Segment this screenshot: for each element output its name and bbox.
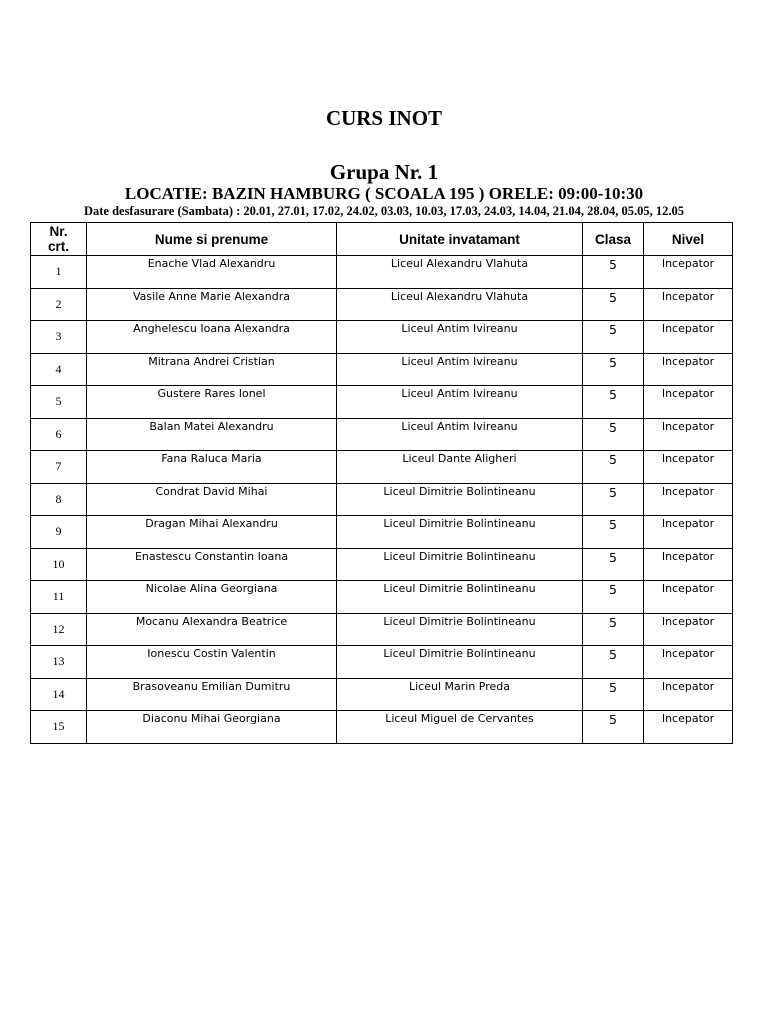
cell-level: Incepator: [644, 678, 733, 711]
cell-school: Liceul Antim Ivireanu: [337, 418, 583, 451]
cell-name: Fana Raluca Maria: [87, 451, 337, 484]
cell-class: 5: [583, 516, 644, 549]
cell-name: Enastescu Constantin Ioana: [87, 548, 337, 581]
cell-level: Incepator: [644, 516, 733, 549]
cell-school: Liceul Dimitrie Bolintineanu: [337, 548, 583, 581]
table-row: [31, 451, 733, 484]
cell-school: Liceul Antim Ivireanu: [337, 353, 583, 386]
table-row: [31, 646, 733, 679]
cell-school: Liceul Alexandru Vlahuta: [337, 288, 583, 321]
cell-nr: 11: [31, 581, 87, 614]
cell-nr: 7: [31, 451, 87, 484]
cell-name: Gustere Rares Ionel: [87, 386, 337, 419]
cell-name: Anghelescu Ioana Alexandra: [87, 321, 337, 354]
cell-level: Incepator: [644, 386, 733, 419]
cell-name: Mitrana Andrei Cristian: [87, 353, 337, 386]
column-header-name: Nume si prenume: [87, 223, 337, 256]
roster-table: [30, 222, 733, 744]
column-header-nr: [31, 223, 87, 256]
cell-school: Liceul Dimitrie Bolintineanu: [337, 613, 583, 646]
table-row: [31, 678, 733, 711]
cell-name: Ionescu Costin Valentin: [87, 646, 337, 679]
cell-name: Nicolae Alina Georgiana: [87, 581, 337, 614]
cell-name: Enache Vlad Alexandru: [87, 256, 337, 289]
roster-body: [31, 256, 733, 744]
group-title: Grupa Nr. 1: [329, 160, 439, 184]
location-line: LOCATIE: BAZIN HAMBURG ( SCOALA 195 ) ORELE: 09:00-10:30: [124, 184, 644, 203]
cell-nr: 9: [31, 516, 87, 549]
cell-school: Liceul Dimitrie Bolintineanu: [337, 646, 583, 679]
cell-nr: 4: [31, 353, 87, 386]
cell-level: Incepator: [644, 321, 733, 354]
cell-level: Incepator: [644, 581, 733, 614]
column-header-nr-line1: Nr.: [49, 224, 68, 239]
cell-class: 5: [583, 288, 644, 321]
cell-class: 5: [583, 353, 644, 386]
cell-class: 5: [583, 483, 644, 516]
cell-level: Incepator: [644, 256, 733, 289]
cell-class: 5: [583, 613, 644, 646]
cell-class: 5: [583, 256, 644, 289]
cell-school: Liceul Antim Ivireanu: [337, 386, 583, 419]
cell-nr: 14: [31, 678, 87, 711]
cell-nr: 3: [31, 321, 87, 354]
cell-level: Incepator: [644, 483, 733, 516]
cell-nr: 2: [31, 288, 87, 321]
cell-school: Liceul Dimitrie Bolintineanu: [337, 516, 583, 549]
table-header-row: [31, 223, 733, 256]
column-header-class: Clasa: [583, 223, 644, 256]
table-row: [31, 613, 733, 646]
column-header-level: Nivel: [644, 223, 733, 256]
cell-level: Incepator: [644, 646, 733, 679]
cell-name: Condrat David Mihai: [87, 483, 337, 516]
cell-class: 5: [583, 678, 644, 711]
cell-class: 5: [583, 548, 644, 581]
cell-school: Liceul Alexandru Vlahuta: [337, 256, 583, 289]
cell-class: 5: [583, 418, 644, 451]
column-header-school: Unitate invatamant: [337, 223, 583, 256]
cell-name: Diaconu Mihai Georgiana: [87, 711, 337, 744]
cell-nr: 8: [31, 483, 87, 516]
cell-nr: 13: [31, 646, 87, 679]
cell-nr: 1: [31, 256, 87, 289]
table-row: [31, 548, 733, 581]
cell-school: Liceul Dimitrie Bolintineanu: [337, 483, 583, 516]
table-row: [31, 483, 733, 516]
cell-class: 5: [583, 581, 644, 614]
cell-class: 5: [583, 386, 644, 419]
cell-school: Liceul Miguel de Cervantes: [337, 711, 583, 744]
cell-class: 5: [583, 646, 644, 679]
cell-school: Liceul Dante Aligheri: [337, 451, 583, 484]
cell-level: Incepator: [644, 711, 733, 744]
cell-nr: 10: [31, 548, 87, 581]
cell-name: Brasoveanu Emilian Dumitru: [87, 678, 337, 711]
cell-class: 5: [583, 451, 644, 484]
table-row: [31, 711, 733, 744]
cell-name: Balan Matei Alexandru: [87, 418, 337, 451]
cell-name: Mocanu Alexandra Beatrice: [87, 613, 337, 646]
table-row: [31, 418, 733, 451]
cell-name: Vasile Anne Marie Alexandra: [87, 288, 337, 321]
cell-nr: 12: [31, 613, 87, 646]
cell-level: Incepator: [644, 353, 733, 386]
table-row: [31, 256, 733, 289]
table-row: [31, 321, 733, 354]
cell-level: Incepator: [644, 613, 733, 646]
cell-nr: 5: [31, 386, 87, 419]
cell-class: 5: [583, 711, 644, 744]
cell-level: Incepator: [644, 288, 733, 321]
table-row: [31, 516, 733, 549]
table-row: [31, 353, 733, 386]
cell-class: 5: [583, 321, 644, 354]
cell-school: Liceul Dimitrie Bolintineanu: [337, 581, 583, 614]
cell-level: Incepator: [644, 451, 733, 484]
table-row: [31, 581, 733, 614]
cell-name: Dragan Mihai Alexandru: [87, 516, 337, 549]
cell-level: Incepator: [644, 418, 733, 451]
column-header-nr-line2: crt.: [47, 239, 69, 254]
table-row: [31, 386, 733, 419]
cell-level: Incepator: [644, 548, 733, 581]
cell-school: Liceul Marin Preda: [337, 678, 583, 711]
schedule-dates: Date desfasurare (Sambata) : 20.01, 27.01, 17.02, 24.02, 03.03, 10.03, 17.03, 24.03, 14.04, 21.04, 28.04, 05.05, 12.05: [83, 204, 685, 218]
document-title: CURS INOT: [325, 106, 443, 130]
cell-nr: 6: [31, 418, 87, 451]
cell-school: Liceul Antim Ivireanu: [337, 321, 583, 354]
cell-nr: 15: [31, 711, 87, 744]
table-row: [31, 288, 733, 321]
